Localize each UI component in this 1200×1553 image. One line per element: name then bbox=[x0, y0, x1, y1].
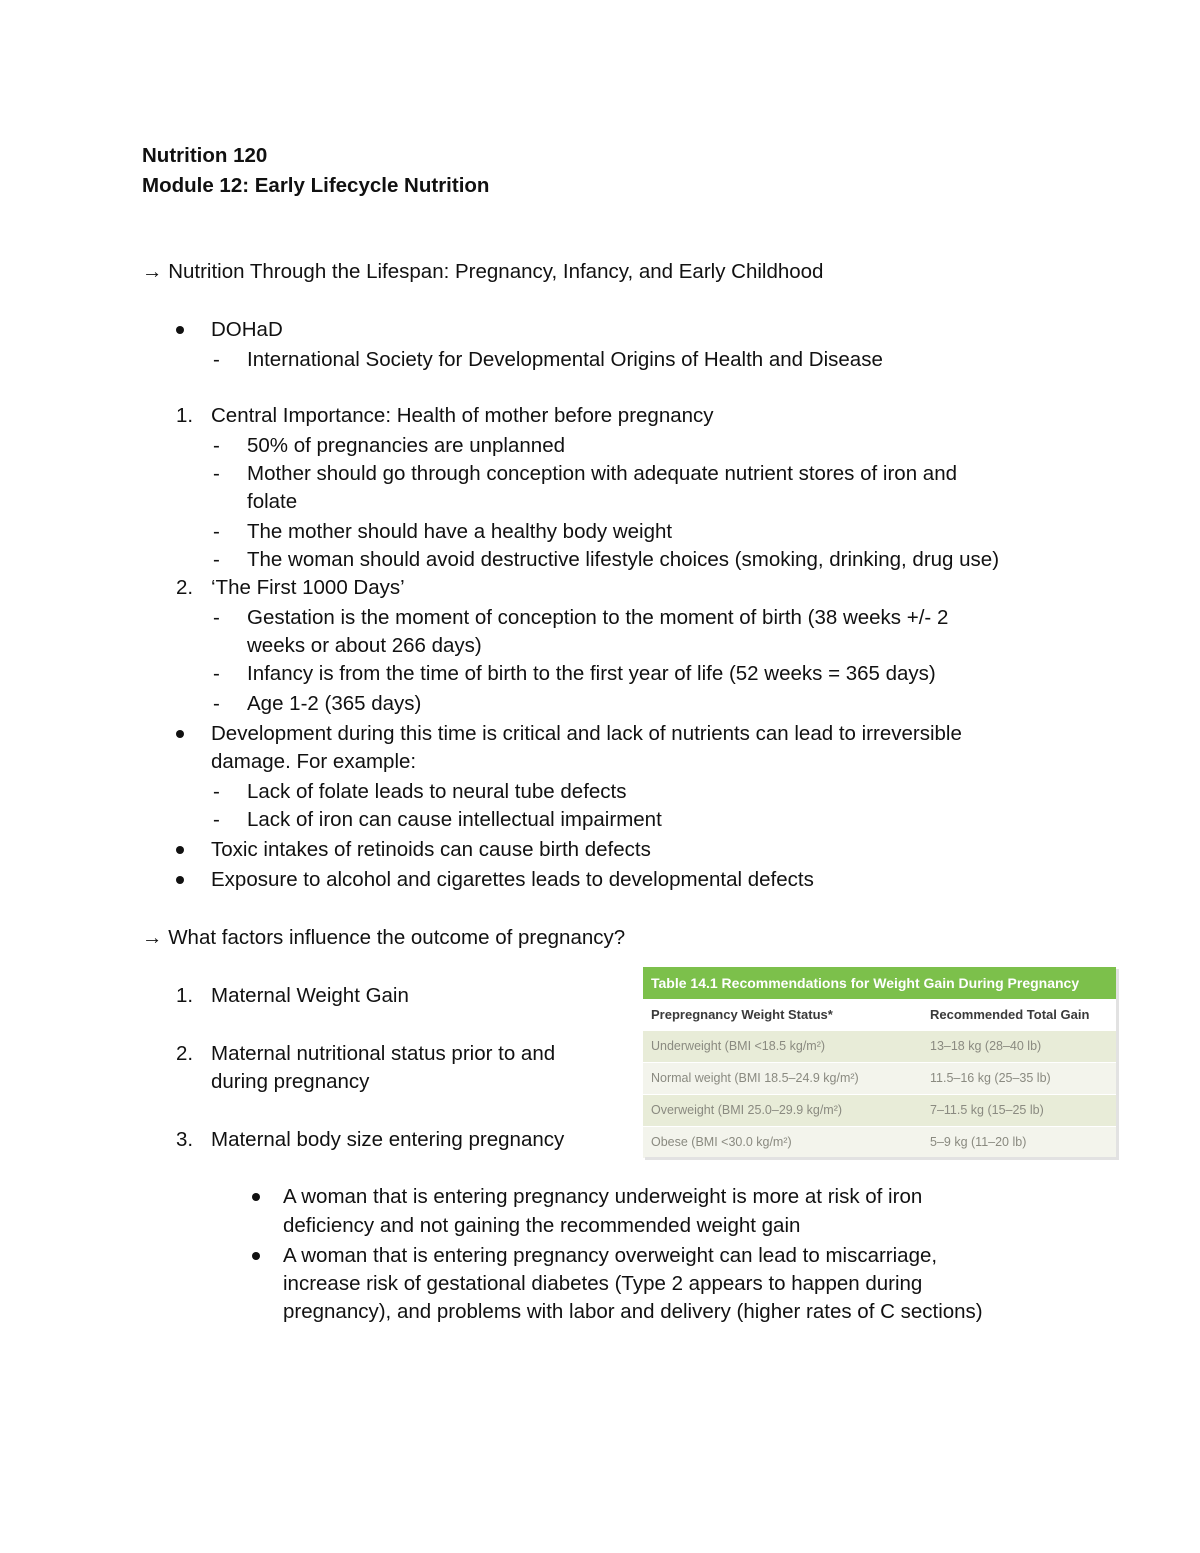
list-number: 1. bbox=[176, 984, 194, 1007]
table-row bbox=[643, 1063, 1116, 1095]
dash-marker: - bbox=[213, 606, 220, 629]
factor-item: Maternal Weight Gain bbox=[211, 984, 409, 1007]
bullet-dot-icon bbox=[176, 846, 184, 854]
section-heading-factors bbox=[142, 924, 625, 952]
section-heading-lifespan bbox=[142, 258, 823, 286]
arrow-icon: → bbox=[142, 260, 163, 283]
development-text-continuation: damage. For example: bbox=[211, 750, 417, 773]
list-item: Mother should go through conception with adequate nutrient stores of iron and bbox=[247, 462, 957, 485]
dash-marker: - bbox=[213, 692, 220, 715]
list-item: 50% of pregnancies are unplanned bbox=[247, 434, 565, 457]
list-item-continuation: folate bbox=[247, 490, 298, 513]
list-number: 2. bbox=[176, 576, 194, 599]
overweight-text: A woman that is entering pregnancy overweight can lead to miscarriage, bbox=[283, 1244, 938, 1267]
list-item: Lack of iron can cause intellectual impairment bbox=[247, 808, 662, 831]
bullet-dot-icon bbox=[176, 326, 184, 334]
table-header-row bbox=[643, 999, 1116, 1031]
list-item: Gestation is the moment of conception to the moment of birth (38 weeks +/- 2 bbox=[247, 606, 949, 629]
list-number: 1. bbox=[176, 404, 194, 427]
dohad-label: DOHaD bbox=[211, 318, 283, 341]
table-cell: Underweight (BMI <18.5 kg/m²) bbox=[651, 1039, 826, 1053]
factor-item: Maternal nutritional status prior to and bbox=[211, 1042, 556, 1065]
table-title: Table 14.1 Recommendations for Weight Gain During Pregnancy bbox=[643, 967, 1116, 999]
underweight-text: A woman that is entering pregnancy underweight is more at risk of iron bbox=[283, 1185, 923, 1208]
list-number: 2. bbox=[176, 1042, 194, 1065]
dash-marker: - bbox=[213, 348, 220, 371]
factor-item-continuation: during pregnancy bbox=[211, 1070, 370, 1093]
course-title: Nutrition 120 bbox=[142, 144, 268, 167]
toxic-text: Toxic intakes of retinoids can cause birth defects bbox=[211, 838, 651, 861]
table-cell: Obese (BMI <30.0 kg/m²) bbox=[651, 1135, 792, 1149]
table-row bbox=[643, 1127, 1116, 1159]
dash-marker: - bbox=[213, 780, 220, 803]
underweight-text-continuation: deficiency and not gaining the recommended weight gain bbox=[283, 1214, 801, 1237]
table-cell: 7–11.5 kg (15–25 lb) bbox=[930, 1103, 1044, 1117]
bullet-dot-icon bbox=[252, 1193, 260, 1201]
overweight-text-continuation: pregnancy), and problems with labor and delivery (higher rates of C sections) bbox=[283, 1300, 983, 1323]
list-item-continuation: weeks or about 266 days) bbox=[247, 634, 482, 657]
overweight-text-continuation: increase risk of gestational diabetes (Type 2 appears to happen during bbox=[283, 1272, 923, 1295]
table-column-header: Recommended Total Gain bbox=[930, 1007, 1090, 1022]
dash-marker: - bbox=[213, 462, 220, 485]
table-cell: 11.5–16 kg (25–35 lb) bbox=[930, 1071, 1051, 1085]
list-item-title: ‘The First 1000 Days’ bbox=[211, 576, 405, 599]
factor-item: Maternal body size entering pregnancy bbox=[211, 1128, 565, 1151]
table-column-header: Prepregnancy Weight Status* bbox=[651, 1007, 833, 1022]
bullet-dot-icon bbox=[176, 730, 184, 738]
bullet-dot-icon bbox=[252, 1252, 260, 1260]
weight-gain-table bbox=[643, 967, 1116, 1157]
list-item: The mother should have a healthy body weight bbox=[247, 520, 673, 543]
dash-marker: - bbox=[213, 662, 220, 685]
table-shadow bbox=[1116, 969, 1119, 1160]
table-cell: 13–18 kg (28–40 lb) bbox=[930, 1039, 1042, 1053]
table-row bbox=[643, 1095, 1116, 1127]
section-heading-text: Nutrition Through the Lifespan: Pregnancy, Infancy, and Early Childhood bbox=[168, 260, 824, 283]
dash-marker: - bbox=[213, 548, 220, 571]
arrow-icon: → bbox=[142, 926, 163, 949]
dash-marker: - bbox=[213, 520, 220, 543]
list-item: Lack of folate leads to neural tube defects bbox=[247, 780, 627, 803]
section-heading-text: What factors influence the outcome of pregnancy? bbox=[168, 926, 626, 949]
development-text: Development during this time is critical and lack of nutrients can lead to irreversible bbox=[211, 722, 962, 745]
table-shadow bbox=[645, 1157, 1119, 1160]
bullet-dot-icon bbox=[176, 876, 184, 884]
list-item-title: Central Importance: Health of mother before pregnancy bbox=[211, 404, 714, 427]
table-cell: Normal weight (BMI 18.5–24.9 kg/m²) bbox=[651, 1071, 859, 1085]
table-cell: 5–9 kg (11–20 lb) bbox=[930, 1135, 1027, 1149]
list-item: Infancy is from the time of birth to the first year of life (52 weeks = 365 days) bbox=[247, 662, 936, 685]
list-item: Age 1-2 (365 days) bbox=[247, 692, 422, 715]
module-title: Module 12: Early Lifecycle Nutrition bbox=[142, 174, 490, 197]
list-item: The woman should avoid destructive lifestyle choices (smoking, drinking, drug use) bbox=[247, 548, 1000, 571]
table-cell: Overweight (BMI 25.0–29.9 kg/m²) bbox=[651, 1103, 843, 1117]
dash-marker: - bbox=[213, 434, 220, 457]
dohad-description: International Society for Developmental Origins of Health and Disease bbox=[247, 348, 883, 371]
dash-marker: - bbox=[213, 808, 220, 831]
exposure-text: Exposure to alcohol and cigarettes leads to developmental defects bbox=[211, 868, 814, 891]
list-number: 3. bbox=[176, 1128, 194, 1151]
table-row bbox=[643, 1031, 1116, 1063]
